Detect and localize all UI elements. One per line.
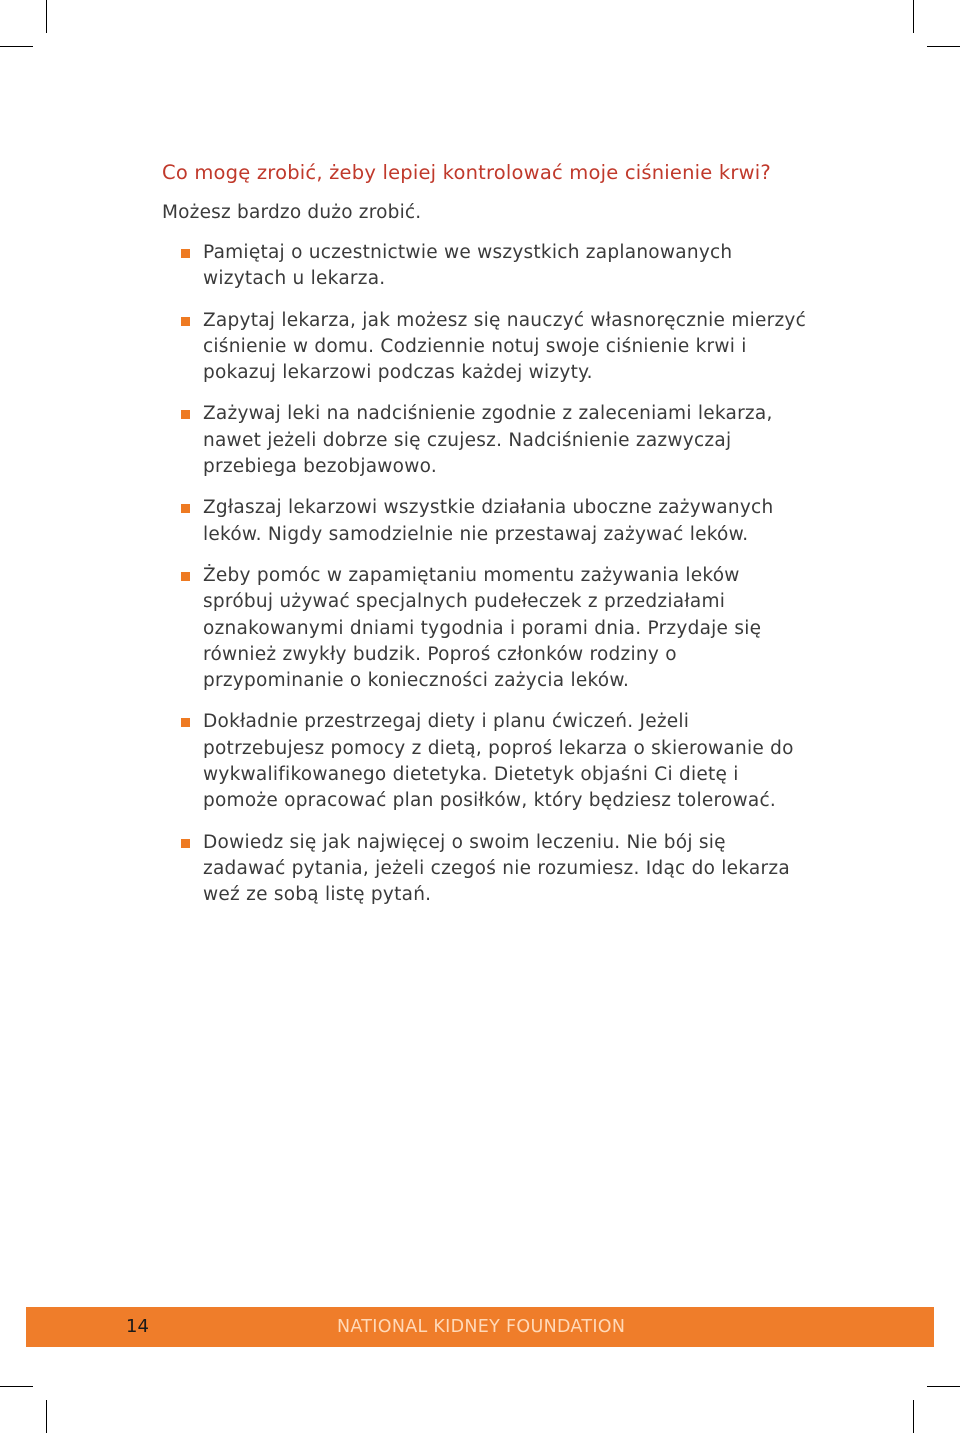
page-number: 14 bbox=[126, 1316, 149, 1337]
crop-mark bbox=[0, 46, 33, 47]
footer-band bbox=[26, 1307, 934, 1347]
square-bullet-icon bbox=[181, 839, 190, 848]
crop-mark bbox=[46, 1400, 47, 1433]
crop-mark bbox=[913, 1400, 914, 1433]
intro-text: Możesz bardzo dużo zrobić. bbox=[162, 202, 422, 223]
list-item bbox=[162, 563, 812, 694]
square-bullet-icon bbox=[181, 410, 190, 419]
square-bullet-icon bbox=[181, 317, 190, 326]
square-bullet-icon bbox=[181, 572, 190, 581]
footer-organization: NATIONAL KIDNEY FOUNDATION bbox=[337, 1317, 626, 1337]
list-item bbox=[162, 830, 812, 909]
list-item-text: Żeby pomóc w zapamiętaniu momentu zażywania leków spróbuj używać specjalnych pudełeczek z przedziałami oznakowanymi dniami tygodnia i porami dnia. Przydaje się również zwykły budzik. Poproś członków rodziny o przypominanie o konieczności zażycia leków. bbox=[203, 564, 762, 692]
advice-list bbox=[162, 240, 812, 909]
list-item-text: Dowiedz się jak najwięcej o swoim leczeniu. Nie bój się zadawać pytania, jeżeli czegoś nie rozumiesz. Idąc do lekarza weź ze sobą listę pytań. bbox=[203, 831, 790, 906]
list-item bbox=[162, 709, 812, 814]
list-item bbox=[162, 495, 812, 548]
crop-mark bbox=[0, 1386, 33, 1387]
list-item-text: Dokładnie przestrzegaj diety i planu ćwiczeń. Jeżeli potrzebujesz pomocy z dietą, poproś lekarza o skierowanie do wykwalifikowanego dietetyka. Dietetyk objaśni Ci dietę i pomoże opracować plan posiłków, który będziesz tolerować. bbox=[203, 711, 794, 812]
list-item-text: Zapytaj lekarza, jak możesz się nauczyć własnoręcznie mierzyć ciśnienie w domu. Codziennie notuj swoje ciśnienie krwi i pokazuj lekarzowi podczas każdej wizyty. bbox=[203, 309, 807, 384]
square-bullet-icon bbox=[181, 718, 190, 727]
list-item-text: Pamiętaj o uczestnictwie we wszystkich zaplanowanych wizytach u lekarza. bbox=[203, 242, 733, 290]
list-item bbox=[162, 240, 812, 293]
list-item bbox=[162, 401, 812, 480]
section-heading: Co mogę zrobić, żeby lepiej kontrolować moje ciśnienie krwi? bbox=[162, 161, 771, 184]
main-content bbox=[162, 159, 812, 924]
list-item-text: Zgłaszaj lekarzowi wszystkie działania uboczne zażywanych leków. Nigdy samodzielnie nie przestawaj zażywać leków. bbox=[203, 497, 774, 545]
square-bullet-icon bbox=[181, 504, 190, 513]
list-item-text: Zażywaj leki na nadciśnienie zgodnie z zaleceniami lekarza, nawet jeżeli dobrze się czujesz. Nadciśnienie zazwyczaj przebiega bezobjawowo. bbox=[203, 403, 773, 478]
crop-mark bbox=[927, 46, 960, 47]
square-bullet-icon bbox=[181, 249, 190, 258]
list-item bbox=[162, 308, 812, 387]
crop-mark bbox=[913, 0, 914, 33]
crop-mark bbox=[46, 0, 47, 33]
crop-mark bbox=[927, 1386, 960, 1387]
